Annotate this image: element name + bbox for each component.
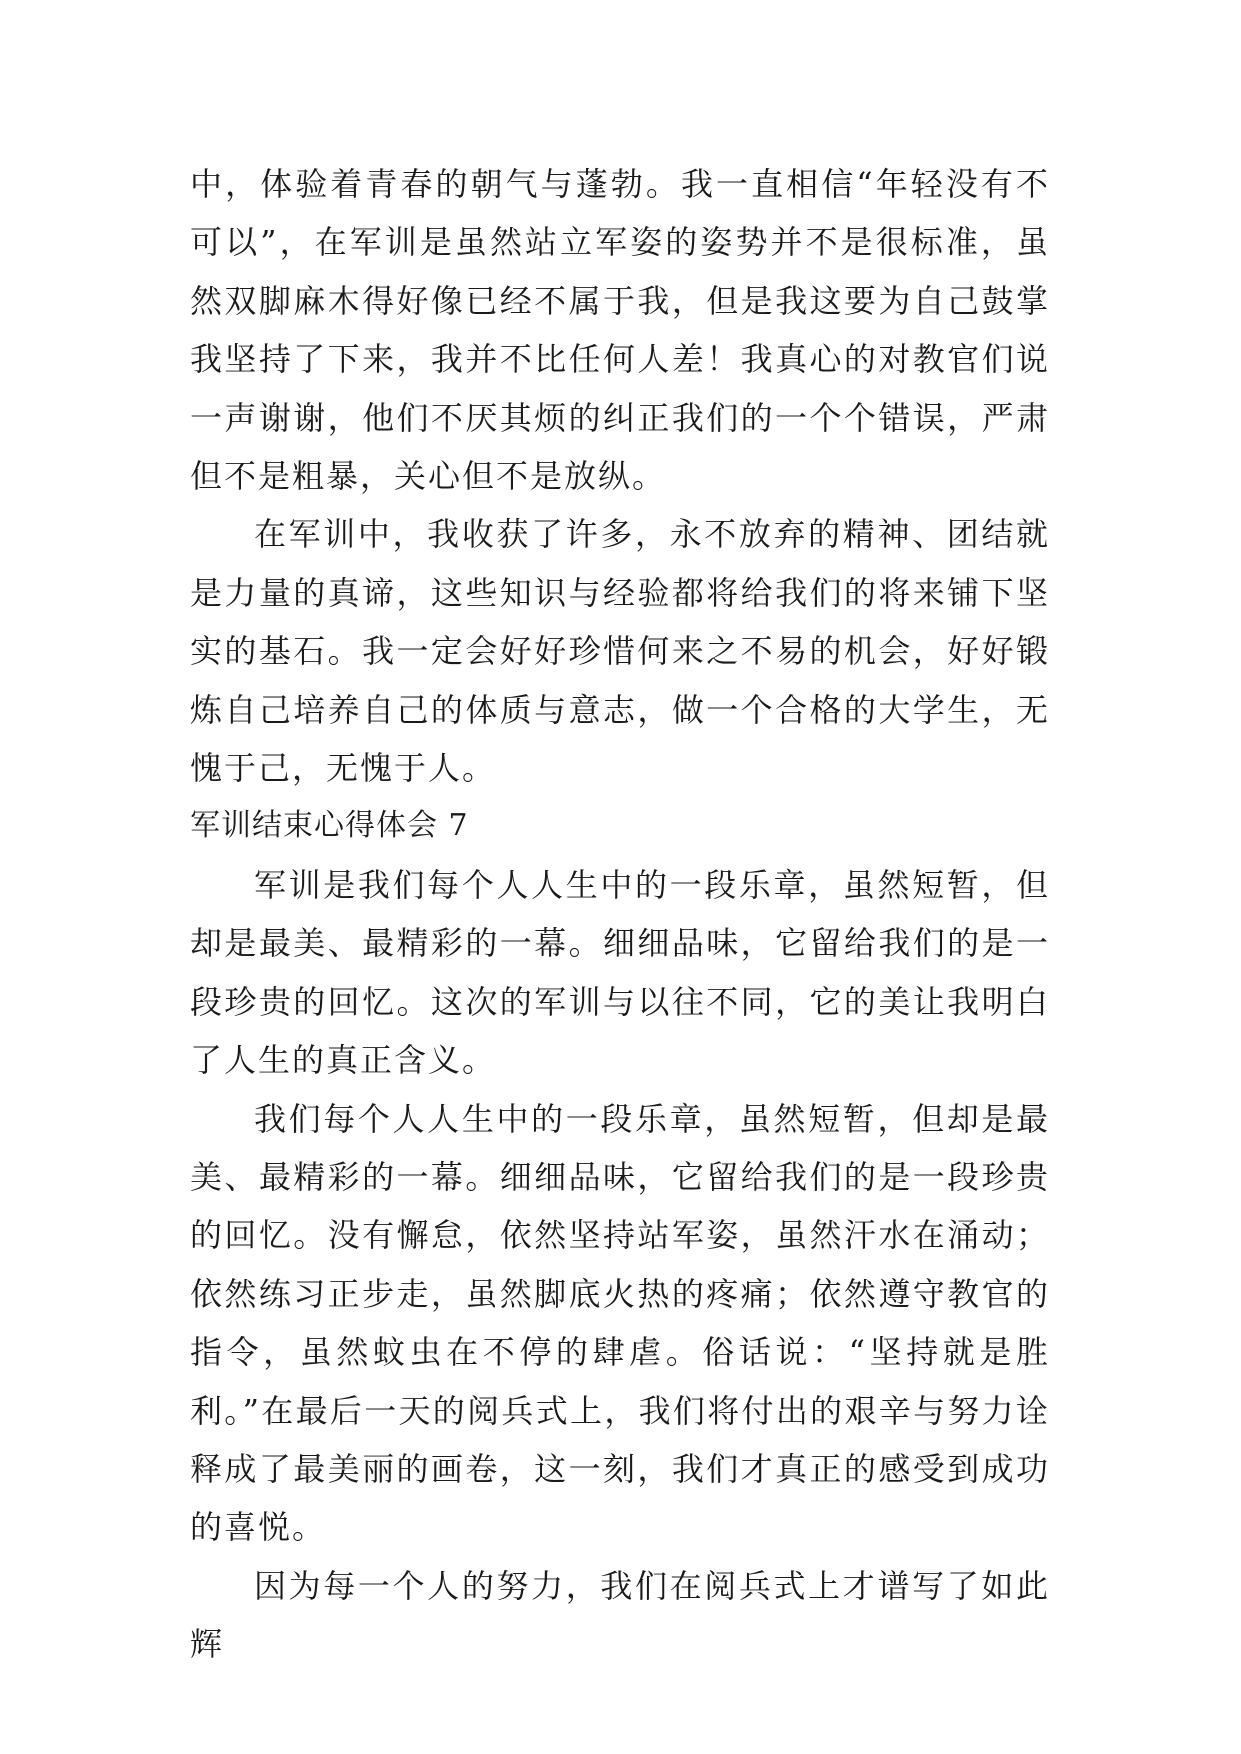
paragraph-1: 中，体验着青春的朝气与蓬勃。我一直相信“年轻没有不可以”，在军训是虽然站立军姿的姿势并不是很标准，虽然双脚麻木得好像已经不属于我，但是我这要为自己鼓掌我坚持了下来，我并不比任何人差！我真心的对教官们说一声谢谢，他们不厌其烦的纠正我们的一个个错误，严肃但不是粗暴，关心但不是放纵。 [190,165,1050,496]
paragraph-5: 因为每一个人的努力，我们在阅兵式上才谱写了如此辉 [190,1566,1050,1664]
paragraph-2: 在军训中，我收获了许多，永不放弃的精神、团结就是力量的真谛，这些知识与经验都将给我们的将来铺下坚实的基石。我一定会好好珍惜何来之不易的机会，好好锻炼自己培养自己的体质与意志，做一个合格的大学生，无愧于己，无愧于人。 [190,515,1050,788]
paragraph-4: 我们每个人人生中的一段乐章，虽然短暂，但却是最美、最精彩的一幕。细细品味，它留给我们的是一段珍贵的回忆。没有懈怠，依然坚持站军姿，虽然汗水在涌动；依然练习正步走，虽然脚底火热的疼痛；依然遵守教官的指令，虽然蚊虫在不停的肆虐。俗话说：“坚持就是胜利。”在最后一天的阅兵式上，我们将付出的艰辛与努力诠释成了最美丽的画卷，这一刻，我们才真正的感受到成功的喜悦。 [190,1099,1050,1547]
document-body [190,155,1050,1674]
section-heading: 军训结束心得体会 7 [190,808,469,844]
paragraph-3: 军训是我们每个人人生中的一段乐章，虽然短暂，但却是最美、最精彩的一幕。细细品味，它留给我们的是一段珍贵的回忆。这次的军训与以往不同，它的美让我明白了人生的真正含义。 [190,865,1050,1080]
